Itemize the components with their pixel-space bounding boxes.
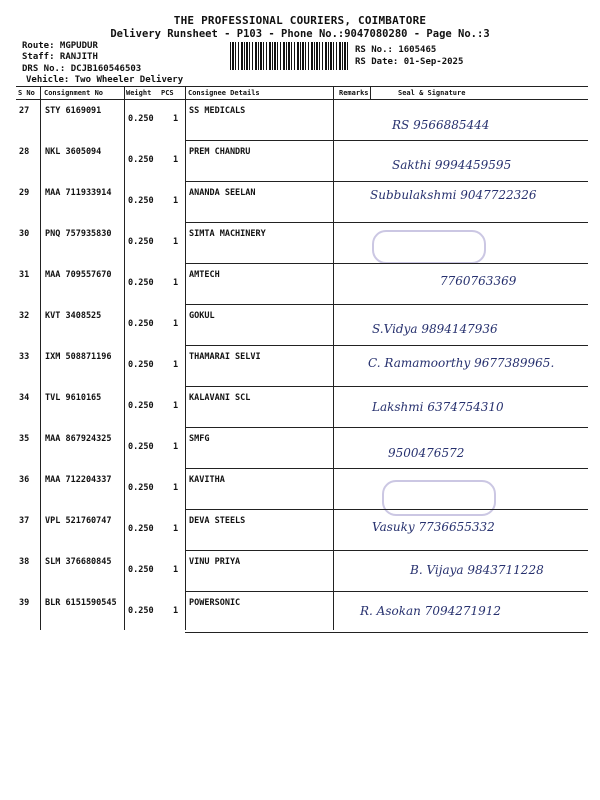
row-consignee: ANANDA SEELAN xyxy=(189,188,256,198)
row-pcs: 1 xyxy=(173,524,179,534)
row-pcs: 1 xyxy=(173,606,179,616)
row-divider xyxy=(185,468,588,469)
row-consignment: NKL 3605094 xyxy=(45,147,102,157)
row-weight: 0.250 xyxy=(128,278,154,288)
row-weight: 0.250 xyxy=(128,401,154,411)
row-sno: 30 xyxy=(19,229,30,239)
row-sno: 33 xyxy=(19,352,30,362)
col-consignee: Consignee Details xyxy=(188,89,260,97)
row-divider xyxy=(185,181,588,182)
row-consignment: PNQ 757935830 xyxy=(45,229,112,239)
runsheet-title: Delivery Runsheet - P103 - Phone No.:9047080280 - Page No.:3 xyxy=(110,28,490,40)
row-consignment: MAA 867924325 xyxy=(45,434,112,444)
rs-date: RS Date: 01-Sep-2025 xyxy=(355,57,464,67)
row-weight: 0.250 xyxy=(128,155,154,165)
row-consignment: MAA 711933914 xyxy=(45,188,112,198)
row-consignee: THAMARAI SELVI xyxy=(189,352,261,362)
row-pcs: 1 xyxy=(173,319,179,329)
row-weight: 0.250 xyxy=(128,565,154,575)
col-consignment: Consignment No xyxy=(44,89,104,97)
handwritten-signature: Vasuky 7736655332 xyxy=(372,520,495,534)
row-consignee: POWERSONIC xyxy=(189,598,241,608)
row-weight: 0.250 xyxy=(128,114,154,124)
row-divider xyxy=(185,263,588,264)
vehicle: Vehicle: Two Wheeler Delivery xyxy=(26,75,184,85)
col-sno: S No xyxy=(18,89,35,97)
row-consignment: KVT 3408525 xyxy=(45,311,102,321)
row-sno: 34 xyxy=(19,393,30,403)
row-divider xyxy=(185,550,588,551)
handwritten-signature: S.Vidya 9894147936 xyxy=(372,322,498,336)
barcode xyxy=(230,42,350,70)
col-pcs: PCS xyxy=(161,89,174,97)
seal-stamp xyxy=(372,230,486,264)
handwritten-signature: C. Ramamoorthy 9677389965. xyxy=(368,356,555,370)
row-consignment: VPL 521760747 xyxy=(45,516,112,526)
row-consignee: SS MEDICALS xyxy=(189,106,246,116)
row-divider xyxy=(185,632,588,633)
row-sno: 29 xyxy=(19,188,30,198)
row-pcs: 1 xyxy=(173,196,179,206)
row-divider xyxy=(185,509,588,510)
row-sno: 27 xyxy=(19,106,30,116)
row-consignee: KALAVANI SCL xyxy=(189,393,251,403)
row-weight: 0.250 xyxy=(128,319,154,329)
row-sno: 32 xyxy=(19,311,30,321)
row-sno: 38 xyxy=(19,557,30,567)
row-sno: 28 xyxy=(19,147,30,157)
row-divider xyxy=(185,222,588,223)
row-consignment: IXM 508871196 xyxy=(45,352,112,362)
row-consignment: TVL 9610165 xyxy=(45,393,102,403)
row-sno: 36 xyxy=(19,475,30,485)
row-consignee: DEVA STEELS xyxy=(189,516,246,526)
row-sno: 31 xyxy=(19,270,30,280)
drs-number: DRS No.: DCJB160546503 xyxy=(22,64,142,74)
row-pcs: 1 xyxy=(173,114,179,124)
row-consignment: MAA 709557670 xyxy=(45,270,112,280)
staff: Staff: RANJITH xyxy=(22,52,98,62)
handwritten-signature: 9500476572 xyxy=(388,446,465,460)
handwritten-signature: Sakthi 9994459595 xyxy=(392,158,512,172)
row-divider xyxy=(185,304,588,305)
row-consignment: STY 6169091 xyxy=(45,106,102,116)
row-weight: 0.250 xyxy=(128,196,154,206)
handwritten-signature: Subbulakshmi 9047722326 xyxy=(370,188,537,202)
col-seal-signature: Seal & Signature xyxy=(398,89,466,97)
row-pcs: 1 xyxy=(173,278,179,288)
company-name: THE PROFESSIONAL COURIERS, COIMBATORE xyxy=(173,14,427,27)
row-divider xyxy=(185,591,588,592)
row-consignee: SMFG xyxy=(189,434,210,444)
row-pcs: 1 xyxy=(173,401,179,411)
row-weight: 0.250 xyxy=(128,237,154,247)
row-consignee: VINU PRIYA xyxy=(189,557,241,567)
row-consignee: PREM CHANDRU xyxy=(189,147,251,157)
row-pcs: 1 xyxy=(173,360,179,370)
row-consignee: SIMTA MACHINERY xyxy=(189,229,266,239)
row-weight: 0.250 xyxy=(128,360,154,370)
handwritten-signature: RS 9566885444 xyxy=(392,118,490,132)
handwritten-signature: R. Asokan 7094271912 xyxy=(360,604,502,618)
row-consignee: GOKUL xyxy=(189,311,215,321)
row-pcs: 1 xyxy=(173,155,179,165)
handwritten-signature: 7760763369 xyxy=(440,274,517,288)
row-weight: 0.250 xyxy=(128,442,154,452)
route: Route: MGPUDUR xyxy=(22,41,98,51)
seal-stamp xyxy=(382,480,496,516)
handwritten-signature: B. Vijaya 9843711228 xyxy=(410,563,544,577)
row-weight: 0.250 xyxy=(128,483,154,493)
row-sno: 37 xyxy=(19,516,30,526)
row-weight: 0.250 xyxy=(128,606,154,616)
row-sno: 39 xyxy=(19,598,30,608)
rs-number: RS No.: 1605465 xyxy=(355,45,437,55)
row-divider xyxy=(185,386,588,387)
row-consignment: SLM 376680845 xyxy=(45,557,112,567)
handwritten-signature: Lakshmi 6374754310 xyxy=(372,400,504,414)
row-consignee: KAVITHA xyxy=(189,475,225,485)
row-divider xyxy=(185,140,588,141)
row-weight: 0.250 xyxy=(128,524,154,534)
row-consignment: BLR 6151590545 xyxy=(45,598,117,608)
row-consignment: MAA 712204337 xyxy=(45,475,112,485)
row-pcs: 1 xyxy=(173,483,179,493)
col-remarks: Remarks xyxy=(339,89,369,97)
row-divider xyxy=(185,345,588,346)
row-pcs: 1 xyxy=(173,565,179,575)
row-pcs: 1 xyxy=(173,442,179,452)
row-divider xyxy=(185,427,588,428)
row-consignee: AMTECH xyxy=(189,270,220,280)
row-sno: 35 xyxy=(19,434,30,444)
row-pcs: 1 xyxy=(173,237,179,247)
col-weight: Weight xyxy=(126,89,152,97)
